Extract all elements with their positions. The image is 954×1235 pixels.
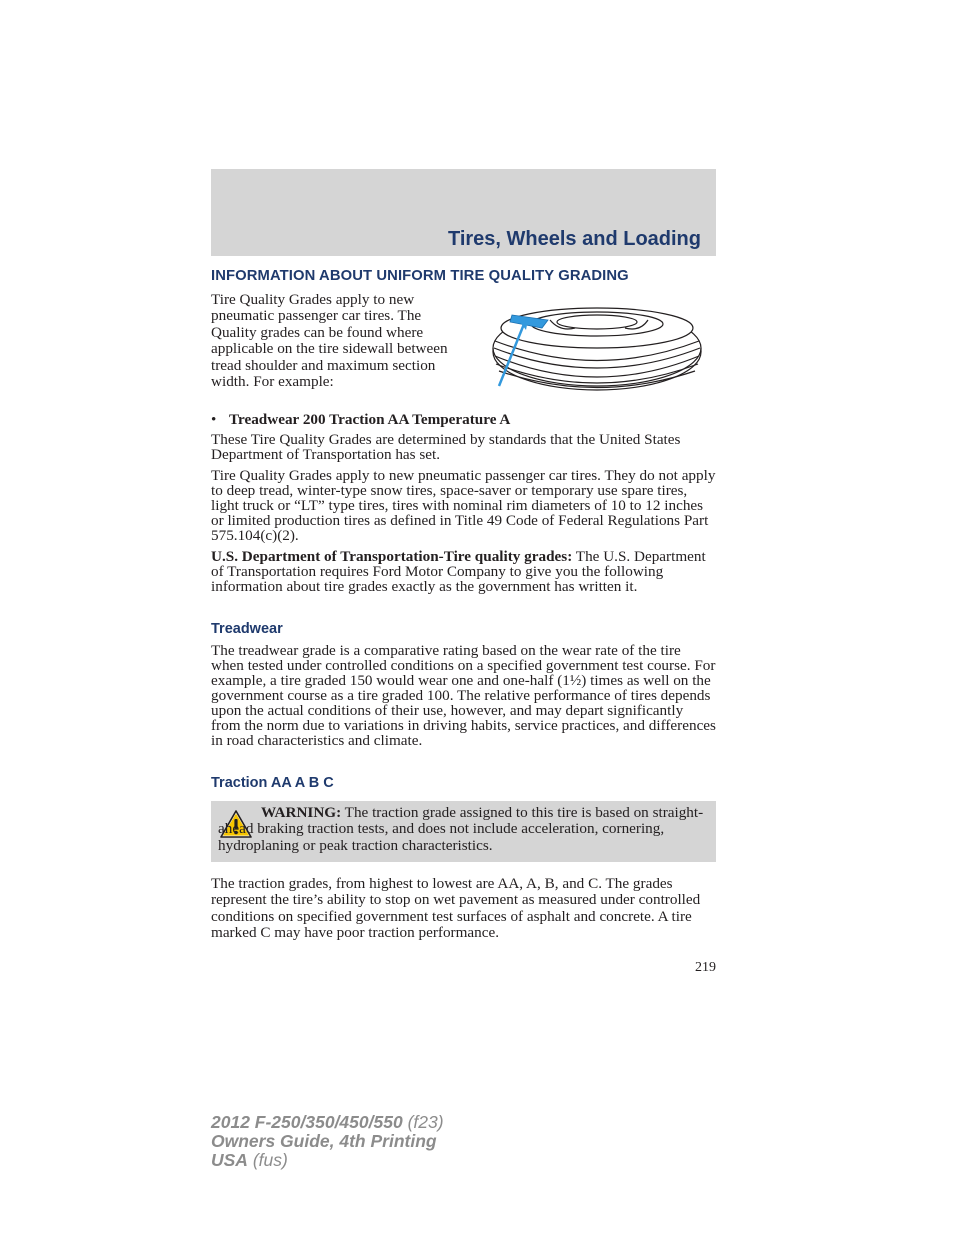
footer-model-code: (f23)	[402, 1112, 444, 1132]
section-header-band	[211, 169, 716, 256]
body-text-block	[211, 432, 716, 600]
treadwear-paragraph: The treadwear grade is a comparative rating based on the wear rate of the tire when tested under controlled conditions on a specified government test course. For example, a tire graded 150 would wear one and one-half (1½) times as well on the government course as a tire graded 100. The relative performance of tires depends upon the actual conditions of their use, however, and may depart significantly from the norm due to variations in driving habits, service practices, and differences in road characteristics and climate.	[211, 642, 716, 749]
footer-line-guide: Owners Guide, 4th Printing	[211, 1131, 437, 1151]
paragraph-applicability: Tire Quality Grades apply to new pneumatic passenger car tires. They do not apply to deep tread, winter-type snow tires, space-saver or temporary use spare tires, light truck or “LT” type tires, tires with nominal rim diameters of 10 to 12 inches or limited production tires as defined in Title 49 Code of Federal Regulations Part 575.104(c)(2).	[211, 467, 716, 544]
bullet-marker: •	[211, 411, 217, 428]
intro-paragraph: Tire Quality Grades apply to new pneumatic passenger car tires. The Quality grades can be found where applicable on the tire sidewall between tread shoulder and maximum section width. For example:	[211, 291, 448, 391]
document-footer	[211, 1113, 444, 1170]
footer-market-code: (fus)	[247, 1150, 288, 1170]
page-number: 219	[695, 960, 716, 975]
warning-label: WARNING:	[261, 804, 342, 821]
dot-grades-text: The U.S. Department of Transportation requires Ford Motor Company to give you the following information about tire grades exactly as the government has written it.	[211, 548, 706, 595]
traction-section	[211, 776, 716, 797]
dot-grades-label: U.S. Department of Transportation-Tire quality grades:	[211, 548, 573, 565]
warning-box	[211, 801, 716, 862]
paragraph-dot-standards: These Tire Quality Grades are determined by standards that the United States Department of Transportation has set.	[211, 431, 681, 463]
section-title: Tires, Wheels and Loading	[447, 228, 701, 250]
paragraph-dot-grades	[211, 549, 716, 594]
traction-grades-block	[211, 876, 716, 948]
footer-model: 2012 F-250/350/450/550	[211, 1112, 403, 1132]
grade-example-bullet	[211, 411, 510, 429]
footer-line-market	[211, 1151, 444, 1170]
warning-body: The traction grade assigned to this tire is based on straight-ahead braking traction tests, and does not include acceleration, cornering, hydroplaning or peak traction characteristics.	[218, 804, 704, 854]
treadwear-section	[211, 622, 716, 754]
bullet-text: Treadwear 200 Traction AA Temperature A	[229, 411, 511, 428]
footer-market: USA	[211, 1150, 248, 1170]
warning-text	[218, 805, 710, 854]
main-heading: INFORMATION ABOUT UNIFORM TIRE QUALITY GRADING	[211, 268, 629, 284]
footer-line-model	[211, 1113, 444, 1132]
traction-paragraph: The traction grades, from highest to lowest are AA, A, B, and C. The grades represent the tire’s ability to stop on wet pavement as measured under controlled conditions on specified government test surfaces of asphalt and concrete. A tire marked C may have poor traction performance.	[211, 875, 701, 942]
traction-heading: Traction AA A B C	[211, 775, 334, 791]
tire-sidewall-illustration	[490, 298, 704, 392]
treadwear-heading: Treadwear	[211, 621, 283, 637]
